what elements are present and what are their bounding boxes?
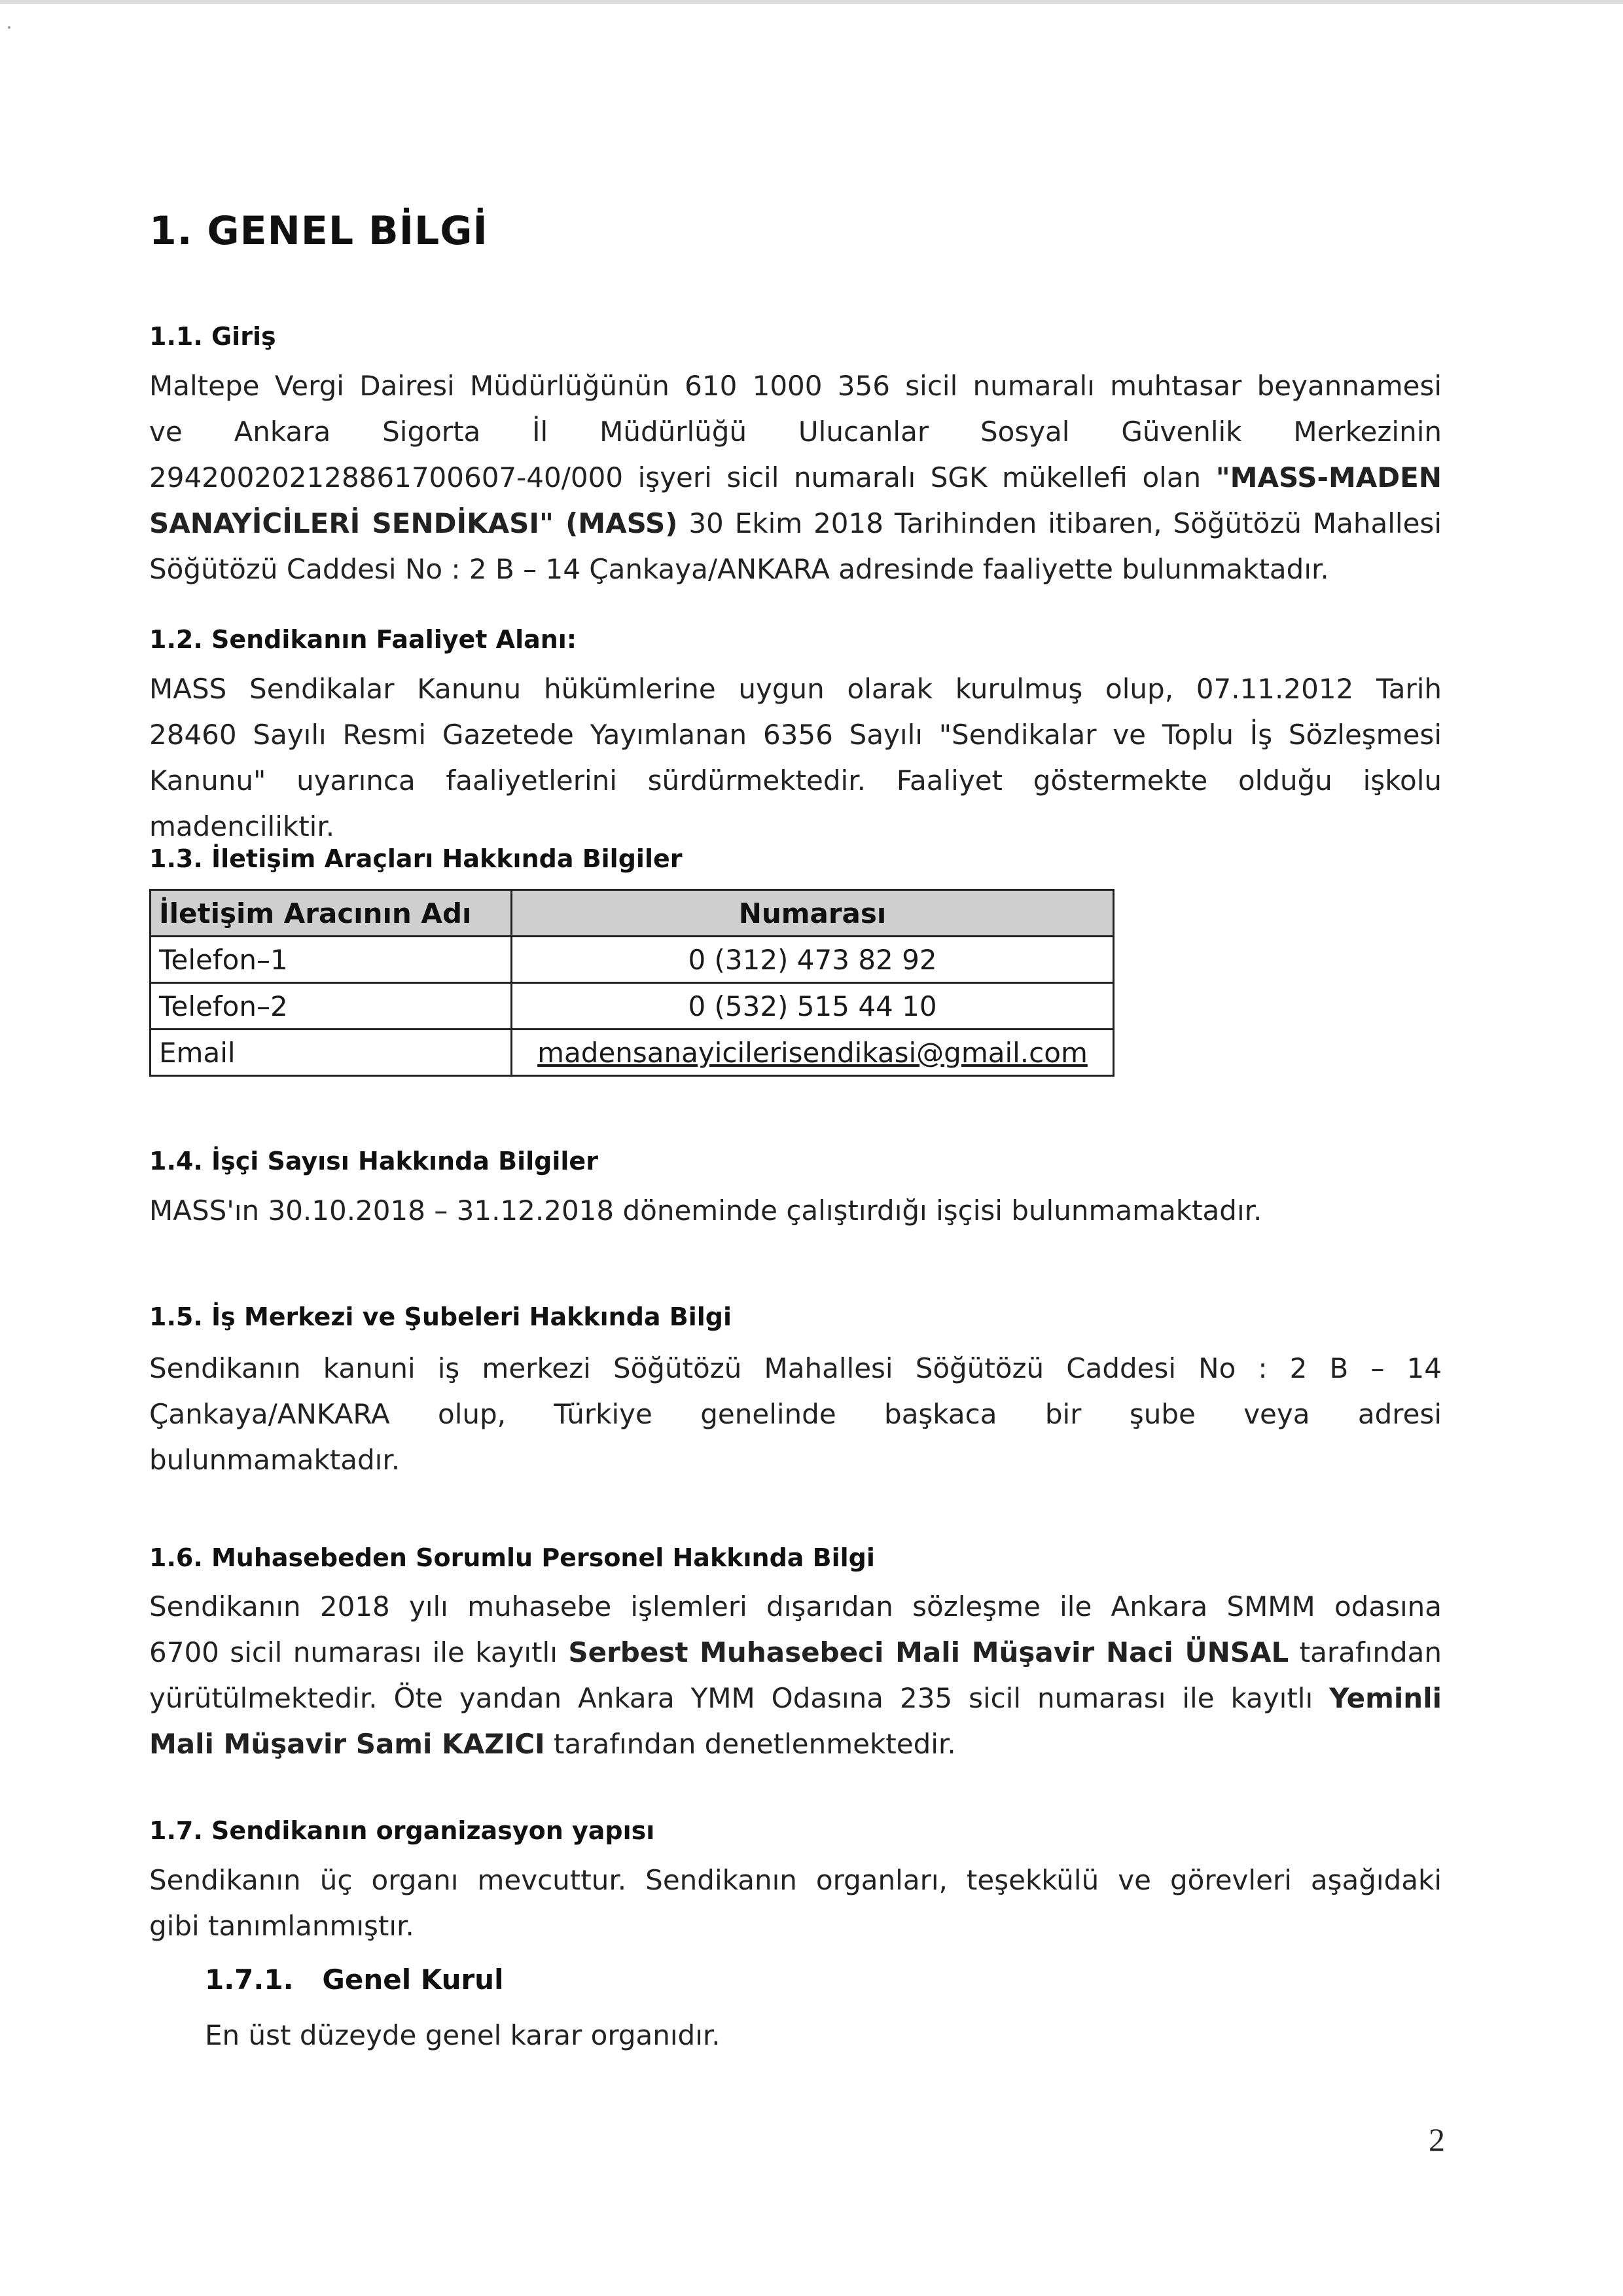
email-link[interactable] — [512, 1030, 1114, 1076]
contact-table-header — [151, 890, 1114, 937]
s171-line1: En üst düzeyde genel karar organıdır. — [205, 2019, 721, 2051]
s11-line1: Maltepe Vergi Dairesi Müdürlüğünün 610 1000 356 sicil numaralı muhtasar beyannamesi — [149, 370, 1442, 402]
contact-name-cell: Telefon–1 — [151, 937, 512, 983]
s12-line1: MASS Sendikalar Kanunu hükümlerine uygun olarak kurulmuş olup, 07.11.2012 Tarih — [149, 673, 1442, 705]
section-1-7-body — [149, 1857, 1442, 1949]
section-1-4-body — [149, 1188, 1262, 1234]
s12-line3: Kanunu" uyarınca faaliyetlerini sürdürmektedir. Faaliyet göstermekte olduğu işkolu — [149, 764, 1442, 797]
s16-line4-bold: Mali Müşavir Sami KAZICI — [149, 1728, 545, 1760]
s15-line2: Çankaya/ANKARA olup, Türkiye genelinde başkaca bir şube veya adresi — [149, 1398, 1442, 1430]
s11-line3 — [149, 455, 1442, 501]
section-1-6-body — [149, 1584, 1442, 1767]
contact-table — [149, 889, 1115, 1077]
table-row — [151, 937, 1114, 983]
subsection-1-7-1-body — [205, 2013, 721, 2058]
subsection-1-7-1-label: 1.7.1. Genel Kurul — [205, 1964, 504, 1996]
section-1-1-title: 1.1. Giriş — [149, 322, 276, 351]
email-link-text[interactable]: madensanayicilerisendikasi@gmail.com — [537, 1036, 1088, 1069]
s14-line1: MASS'ın 30.10.2018 – 31.12.2018 döneminde çalıştırdığı işçisi bulunmamaktadır. — [149, 1194, 1262, 1227]
contact-name-cell: Telefon–2 — [151, 983, 512, 1030]
table-row — [151, 1030, 1114, 1076]
subsection-1-7-1-title — [205, 1964, 503, 1996]
s17-line2: gibi tanımlanmıştır. — [149, 1910, 414, 1942]
s11-line5: Söğütözü Caddesi No : 2 B – 14 Çankaya/ANKARA adresinde faaliyette bulunmaktadır. — [149, 553, 1329, 585]
section-1-5-body — [149, 1346, 1442, 1483]
s11-line2: ve Ankara Sigorta İl Müdürlüğü Ulucanlar Sosyal Güvenlik Merkezinin — [149, 416, 1442, 448]
contact-header-number: Numarası — [512, 890, 1114, 937]
s15-line3: bulunmamaktadır. — [149, 1444, 401, 1476]
page-top-edge — [0, 0, 1623, 4]
s17-line1: Sendikanın üç organı mevcuttur. Sendikanın organları, teşekkülü ve görevleri aşağıdaki — [149, 1864, 1442, 1896]
contact-header-name: İletişim Aracının Adı — [151, 890, 512, 937]
s16-line1: Sendikanın 2018 yılı muhasebe işlemleri dışarıdan sözleşme ile Ankara SMMM odasına — [149, 1590, 1442, 1623]
section-1-4-title: 1.4. İşçi Sayısı Hakkında Bilgiler — [149, 1147, 598, 1175]
s15-line1: Sendikanın kanuni iş merkezi Söğütözü Mahallesi Söğütözü Caddesi No : 2 B – 14 — [149, 1352, 1442, 1384]
s12-line4: madenciliktir. — [149, 810, 335, 842]
s11-line4-text: 30 Ekim 2018 Tarihinden itibaren, Söğütözü Mahallesi — [677, 507, 1442, 539]
main-heading: 1. GENEL BİLGİ — [149, 208, 488, 254]
s11-line3-bold: "MASS-MADEN — [1215, 461, 1442, 493]
s16-line2-bold: Serbest Muhasebeci Mali Müşavir Naci ÜNSAL — [568, 1636, 1289, 1668]
s16-line2-text-a: 6700 sicil numarası ile kayıtlı — [149, 1636, 569, 1668]
s12-line2: 28460 Sayılı Resmi Gazetede Yayımlanan 6356 Sayılı "Sendikalar ve Toplu İş Sözleşmesi — [149, 719, 1442, 751]
section-1-2-body — [149, 666, 1442, 850]
s16-line2-text-b: tarafından — [1289, 1636, 1442, 1668]
table-row — [151, 983, 1114, 1030]
contact-value-cell: 0 (532) 515 44 10 — [512, 983, 1114, 1030]
section-1-1-body — [149, 363, 1442, 592]
section-1-7-title: 1.7. Sendikanın organizasyon yapısı — [149, 1816, 655, 1845]
section-1-3-title: 1.3. İletişim Araçları Hakkında Bilgiler — [149, 844, 683, 873]
contact-value-cell: 0 (312) 473 82 92 — [512, 937, 1114, 983]
s11-line4 — [149, 501, 1442, 547]
contact-name-cell: Email — [151, 1030, 512, 1076]
s16-line4-text: tarafından denetlenmektedir. — [544, 1728, 956, 1760]
section-1-5-title: 1.5. İş Merkezi ve Şubeleri Hakkında Bilgi — [149, 1302, 732, 1331]
section-1-6-title: 1.6. Muhasebeden Sorumlu Personel Hakkında Bilgi — [149, 1543, 875, 1572]
s11-line3-text: 29420020212886170060​7-40/000 işyeri sicil numaralı SGK mükellefi olan — [149, 461, 1202, 493]
page-number: 2 — [1429, 2121, 1445, 2158]
s16-line3-text: yürütülmektedir. Öte yandan Ankara YMM Odasına 235 sicil numarası ile kayıtlı — [149, 1682, 1330, 1714]
s16-line3 — [149, 1676, 1442, 1721]
s16-line3-bold: Yeminli — [1329, 1682, 1442, 1714]
scan-mark — [8, 26, 10, 29]
section-1-2-title: 1.2. Sendikanın Faaliyet Alanı: — [149, 625, 577, 654]
s16-line2 — [149, 1630, 1442, 1676]
s16-line4 — [149, 1721, 1442, 1767]
s11-line4-bold: SANAYİCİLERİ SENDİKASI" (MASS) — [149, 507, 678, 539]
